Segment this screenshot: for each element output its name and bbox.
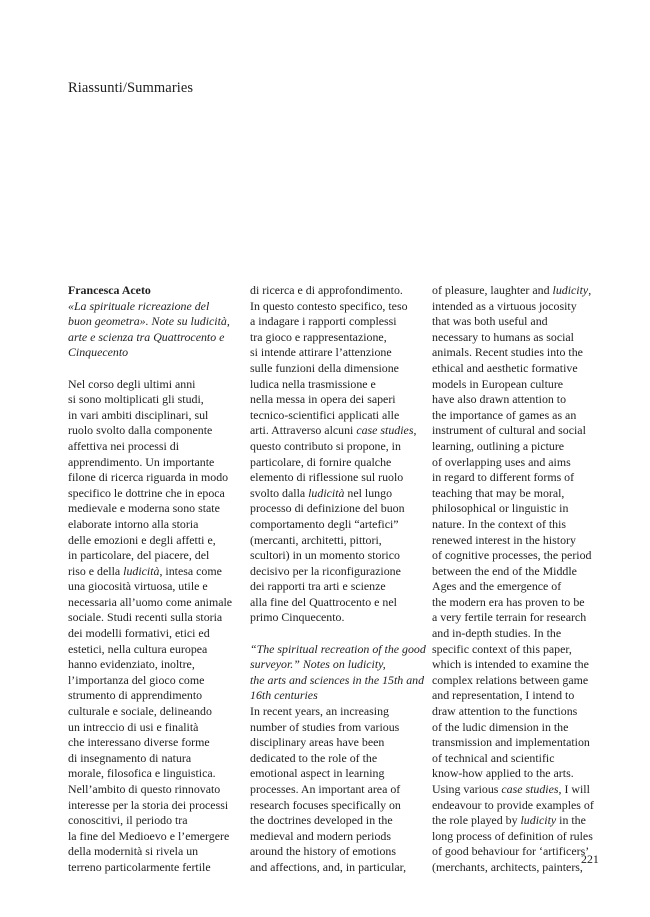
text-line: primo Cinquecento. [250,610,345,625]
text-line: In questo contesto specifico, teso [250,298,408,313]
text-line: sulle funzioni della dimensione [250,360,399,375]
page-number: 221 [581,852,599,866]
text-line: un intreccio di usi e finalità [68,719,199,734]
text-line: ethical and aesthetic formative [432,360,578,375]
text-line: svolto dalla ludicità nel lungo [250,485,393,500]
text-line: ruolo svolto dalla componente [68,423,213,438]
text-line: che interessano diverse forme [68,735,210,750]
article-title-line: «La spirituale ricreazione del [68,298,210,313]
text-line: affettiva nei processi di [68,438,180,453]
text-line: decisivo per la riconfigurazione [250,563,401,578]
text-line: necessary to humans as social [432,329,574,344]
article-title-line: “The spiritual recreation of the good [250,641,426,656]
text-line: strumento di apprendimento [68,688,203,703]
text-line: (mercanti, architetti, pittori, [250,532,382,547]
text-line: that was both useful and [432,314,548,329]
text-line: una giocosità virtuosa, utile e [68,579,208,594]
text-line: complex relations between game [432,672,589,687]
text-line: dei modelli formativi, etici ed [68,626,210,641]
text-line: have also drawn attention to [432,392,567,407]
text-line: research focuses specifically on [250,797,401,812]
text-line: filone di ricerca riguarda in modo [68,470,229,485]
text-line: number of studies from various [250,719,400,734]
text-line: si intende attirare l’attenzione [250,345,392,360]
paragraph-gap [68,361,236,377]
text-line: a very fertile terrain for research [432,610,587,625]
text-line: specific context of this paper, [432,641,572,656]
text-line: of overlapping uses and aims [432,454,571,469]
text-line: particolare, di fornire qualche [250,454,392,469]
text-line: sociale. Studi recenti sulla storia [68,610,223,625]
text-line: (merchants, architects, painters, [432,859,583,874]
text-line: processes. An important area of [250,782,401,796]
text-line: conoscitivi, il periodo tra [68,813,188,828]
text-line: models in European culture [432,376,564,391]
text-line: arti. Attraverso alcuni case studies, [250,423,417,438]
text-line: tra gioco e rappresentazione, [250,329,387,344]
text-line: Nell’ambito di questo rinnovato [68,782,221,796]
text-line: of the ludic dimension in the [432,719,569,734]
column-3 [432,283,600,876]
text-line: of technical and scientific [432,750,555,765]
text-line: dei rapporti tra arti e scienze [250,579,386,594]
text-line: hanno evidenziato, inoltre, [68,657,195,672]
text-line: dedicated to the role of the [250,750,378,765]
text-line: la fine del Medioevo e l’emergere [68,828,230,843]
text-line: learning, outlining a picture [432,438,565,453]
text-line: interesse per la storia dei processi [68,797,229,812]
article-title-line: 16th centuries [250,688,318,703]
text-line: In recent years, an increasing [250,704,389,719]
article-title-line: buon geometra». Note su ludicità, [68,314,230,329]
author-name: Francesca Aceto [68,283,151,297]
text-line: elaborate intorno alla storia [68,516,199,531]
text-line: the modern era has proven to be [432,594,585,609]
text-line: culturale e sociale, delineando [68,704,212,719]
text-line: di ricerca e di approfondimento. [250,283,403,297]
text-line: in particolare, del piacere, del [68,548,210,563]
text-line: of cognitive processes, the period [432,548,592,563]
article-title-line: the arts and sciences in the 15th and [250,672,425,687]
text-line: l’importanza del gioco come [68,672,205,687]
text-line: teaching that may be moral, [432,485,565,500]
text-line: and representation, I intend to [432,688,575,703]
text-line: and affections, and, in particular, [250,859,407,874]
text-line: intended as a virtuous jocosity [432,298,577,313]
text-line: processo di definizione del buon [250,501,405,516]
text-line: know-how applied to the arts. [432,766,574,781]
text-line: the importance of games as an [432,407,577,422]
text-line: which is intended to examine the [432,657,589,672]
article-title-line: Cinquecento [68,345,129,360]
text-line: nella messa in opera dei saperi [250,392,396,407]
text-line: Ages and the emergence of [432,579,562,594]
column-1 [68,283,236,876]
text-line: transmission and implementation [432,735,590,750]
text-line: renewed interest in the history [432,532,576,547]
text-line: of good behaviour for ‘artificers’ [432,844,590,859]
text-line: draw attention to the functions [432,704,578,719]
text-line: estetici, nella cultura europea [68,641,208,656]
text-line: di insegnamento di natura [68,750,192,765]
text-line: endeavour to provide examples of [432,797,594,812]
text-line: specifico le dottrine che in epoca [68,485,225,500]
text-line: medievale e moderna sono state [68,501,220,516]
section-title: Riassunti/Summaries [68,80,194,96]
text-line: delle emozioni e degli affetti e, [68,532,216,547]
text-line: a indagare i rapporti complessi [250,314,397,329]
text-line: nature. In the context of this [432,516,567,531]
text-line: questo contributo si propone, in [250,438,401,453]
text-line: morale, filosofica e linguistica. [68,766,216,781]
text-line: terreno particolarmente fertile [68,859,211,874]
article-title-line: arte e scienza tra Quattrocento e [68,329,225,344]
paragraph-gap [250,626,418,642]
text-line: si sono moltiplicati gli studi, [68,392,204,407]
text-line: comportamento degli “artefici” [250,516,399,531]
text-line: in regard to different forms of [432,470,575,485]
text-line: Nel corso degli ultimi anni [68,376,196,391]
text-line: necessaria all’uomo come animale [68,594,233,609]
column-2 [250,283,426,876]
text-line: long process of definition of rules [432,828,593,843]
text-line: in vari ambiti disciplinari, sul [68,407,209,422]
text-line: elemento di riflessione sul ruolo [250,470,404,485]
text-line: Using various case studies, I will [432,782,590,796]
text-line: philosophical or linguistic in [432,501,569,516]
text-line: scultori) in un momento storico [250,548,400,563]
text-line: between the end of the Middle [432,563,577,578]
text-line: the role played by ludicity in the [432,813,586,828]
text-line: disciplinary areas have been [250,735,385,750]
text-line: tecnico-scientifici applicati alle [250,407,400,422]
text-line: instrument of cultural and social [432,423,586,438]
text-line: of pleasure, laughter and ludicity, [432,283,592,297]
text-line: alla fine del Quattrocento e nel [250,594,397,609]
text-line: ludica nella trasmissione e [250,376,376,391]
text-line: around the history of emotions [250,844,396,859]
text-line: animals. Recent studies into the [432,345,583,360]
text-line: della modernità si rivela un [68,844,199,859]
text-line: apprendimento. Un importante [68,454,215,469]
text-line: and in-depth studies. In the [432,626,562,641]
text-line: medieval and modern periods [250,828,391,843]
text-line: emotional aspect in learning [250,766,385,781]
text-line: the doctrines developed in the [250,813,393,828]
article-title-line: surveyor.” Notes on ludicity, [250,657,386,672]
text-line: riso e della ludicità, intesa come [68,563,222,578]
